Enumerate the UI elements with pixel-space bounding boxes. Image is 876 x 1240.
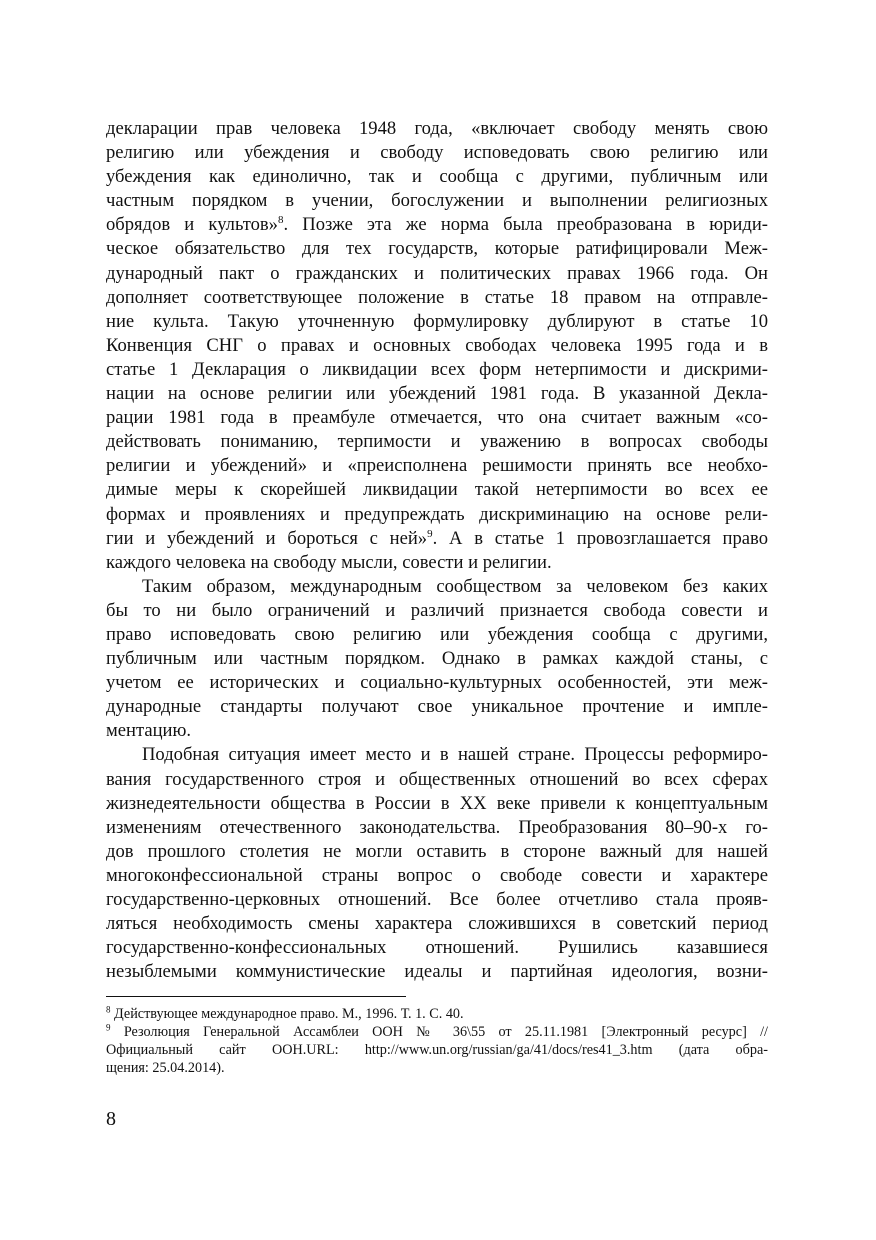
body-line [106,382,768,406]
text-segment: щения: 25.04.2014). [106,1060,225,1076]
footnote-line [106,1005,768,1023]
body-text [106,117,768,984]
text-segment: бы то ни было ограничений и различий признается свобода совести и [106,599,768,621]
text-segment: формах и проявлениях и предупреждать дискриминацию на основе рели- [106,503,768,525]
text-segment: рации 1981 года в преамбуле отмечается, что она считает важным «со- [106,407,768,429]
body-line [106,719,768,743]
text-segment: действовать пониманию, терпимости и уважению в вопросах свободы [106,431,768,453]
body-line [106,358,768,382]
text-segment: ментацию. [106,720,192,742]
text-segment: ние культа. Такую уточненную формулировку дублируют в статье 10 [106,310,768,332]
text-segment: дов прошлого столетия не могли оставить в стороне важный для нашей [106,840,768,862]
body-line [106,478,768,502]
text-segment: димые меры к скорейшей ликвидации такой нетерпимости во всех ее [106,479,768,501]
body-line [106,262,768,286]
body-line [106,454,768,478]
footnote-line [106,1059,768,1077]
text-segment: декларации прав человека 1948 года, «включает свободу менять свою [106,118,768,139]
body-line [106,743,768,767]
footnote-line [106,1023,768,1041]
page-number: 8 [106,1108,116,1130]
footnotes [106,1005,768,1077]
body-line [106,286,768,310]
body-line [106,888,768,912]
body-line [106,623,768,647]
text-segment: Конвенция СНГ о правах и основных свободах человека 1995 года и в [106,334,768,356]
footnote-marker: 8 [277,214,284,227]
text-segment: жизнедеятельности общества в России в XX веке привели к концептуальным [106,792,768,814]
text-segment: нации на основе религии или убеждений 1981 года. В указанной Декла- [106,383,768,405]
text-segment: дународные стандарты получают свое уникальное прочтение и импле- [106,696,768,718]
body-line [106,406,768,430]
body-line [106,551,768,575]
body-line [106,936,768,960]
text-segment: статье 1 Декларация о ликвидации всех форм нетерпимости и дискрими- [106,358,768,380]
body-line [106,695,768,719]
footnote-line [106,1041,768,1059]
text-segment: ляться необходимость смены характера сложившихся в советский период [106,913,768,935]
body-line [106,960,768,984]
body-line [106,503,768,527]
body-line [106,575,768,599]
text-segment: государственно-конфессиональных отношений. Рушились казавшиеся [106,937,768,959]
body-line [106,213,768,237]
text-segment: религию или убеждения и свободу исповедовать свою религию или [106,142,768,164]
body-line [106,141,768,165]
text-segment: многоконфессиональной страны вопрос о свободе совести и характере [106,864,768,886]
body-line [106,864,768,888]
footnote-marker: 8 [106,1004,111,1015]
text-segment: . Позже эта же норма была преобразована в юриди- [283,214,768,236]
body-line [106,310,768,334]
body-line [106,671,768,695]
text-segment: ческое обязательство для тех государств, которые ратифицировали Меж- [106,238,768,260]
body-line [106,237,768,261]
body-line [106,599,768,623]
text-segment: Таким образом, международным сообществом за человеком без каких [142,575,768,597]
footnote-marker: 9 [106,1022,111,1033]
text-segment: публичным или частным порядком. Однако в рамках каждой станы, с [106,648,768,670]
body-line [106,430,768,454]
body-line [106,189,768,213]
text-segment: религии и убеждений» и «преисполнена решимости принять все необхо- [106,455,768,477]
body-line [106,165,768,189]
text-segment: Действующее международное право. М., 1996. Т. 1. С. 40. [110,1006,464,1022]
body-line [106,792,768,816]
body-line [106,816,768,840]
text-segment: изменениям отечественного законодательства. Преобразования 80–90-х го- [106,816,768,838]
text-segment: частным порядком в учении, богослужении и выполнении религиозных [106,190,768,212]
body-line [106,912,768,936]
text-segment: право исповедовать свою религию или убеждения сообща с другими, [106,623,768,645]
body-line [106,334,768,358]
text-segment: . А в статье 1 провозглашается право [432,527,768,549]
body-line [106,840,768,864]
body-line [106,647,768,671]
text-segment: государственно-церковных отношений. Все более отчетливо стала прояв- [106,889,768,910]
text-segment: Подобная ситуация имеет место и в нашей стране. Процессы реформиро- [142,744,768,766]
text-segment: дополняет соответствующее положение в статье 18 правом на отправле- [106,286,768,308]
text-segment: Резолюция Генеральной Ассамблеи ООН № 36\55 от 25.11.1981 [Электронный ресурс] // [110,1024,768,1040]
body-line [106,117,768,141]
footnote-separator [106,996,406,997]
text-segment: вания государственного строя и общественных отношений во всех сферах [106,768,768,790]
text-segment: гии и убеждений и бороться с ней» [106,527,428,549]
text-segment: Официальный сайт ООН.URL: http://www.un.org/russian/ga/41/docs/res41_3.htm (дата обра- [106,1042,768,1058]
text-segment: обрядов и культов» [106,214,278,236]
text-segment: незыблемыми коммунистические идеалы и партийная идеология, возни- [106,961,768,983]
body-line [106,527,768,551]
text-segment: убеждения как единолично, так и сообща с другими, публичным или [106,166,768,188]
body-line [106,768,768,792]
footnote-marker: 9 [427,527,433,540]
text-segment: дународный пакт о гражданских и политических правах 1966 года. Он [106,262,768,284]
text-segment: каждого человека на свободу мысли, совести и религии. [106,551,552,573]
text-segment: учетом ее исторических и социально-культурных особенностей, эти меж- [106,672,768,694]
